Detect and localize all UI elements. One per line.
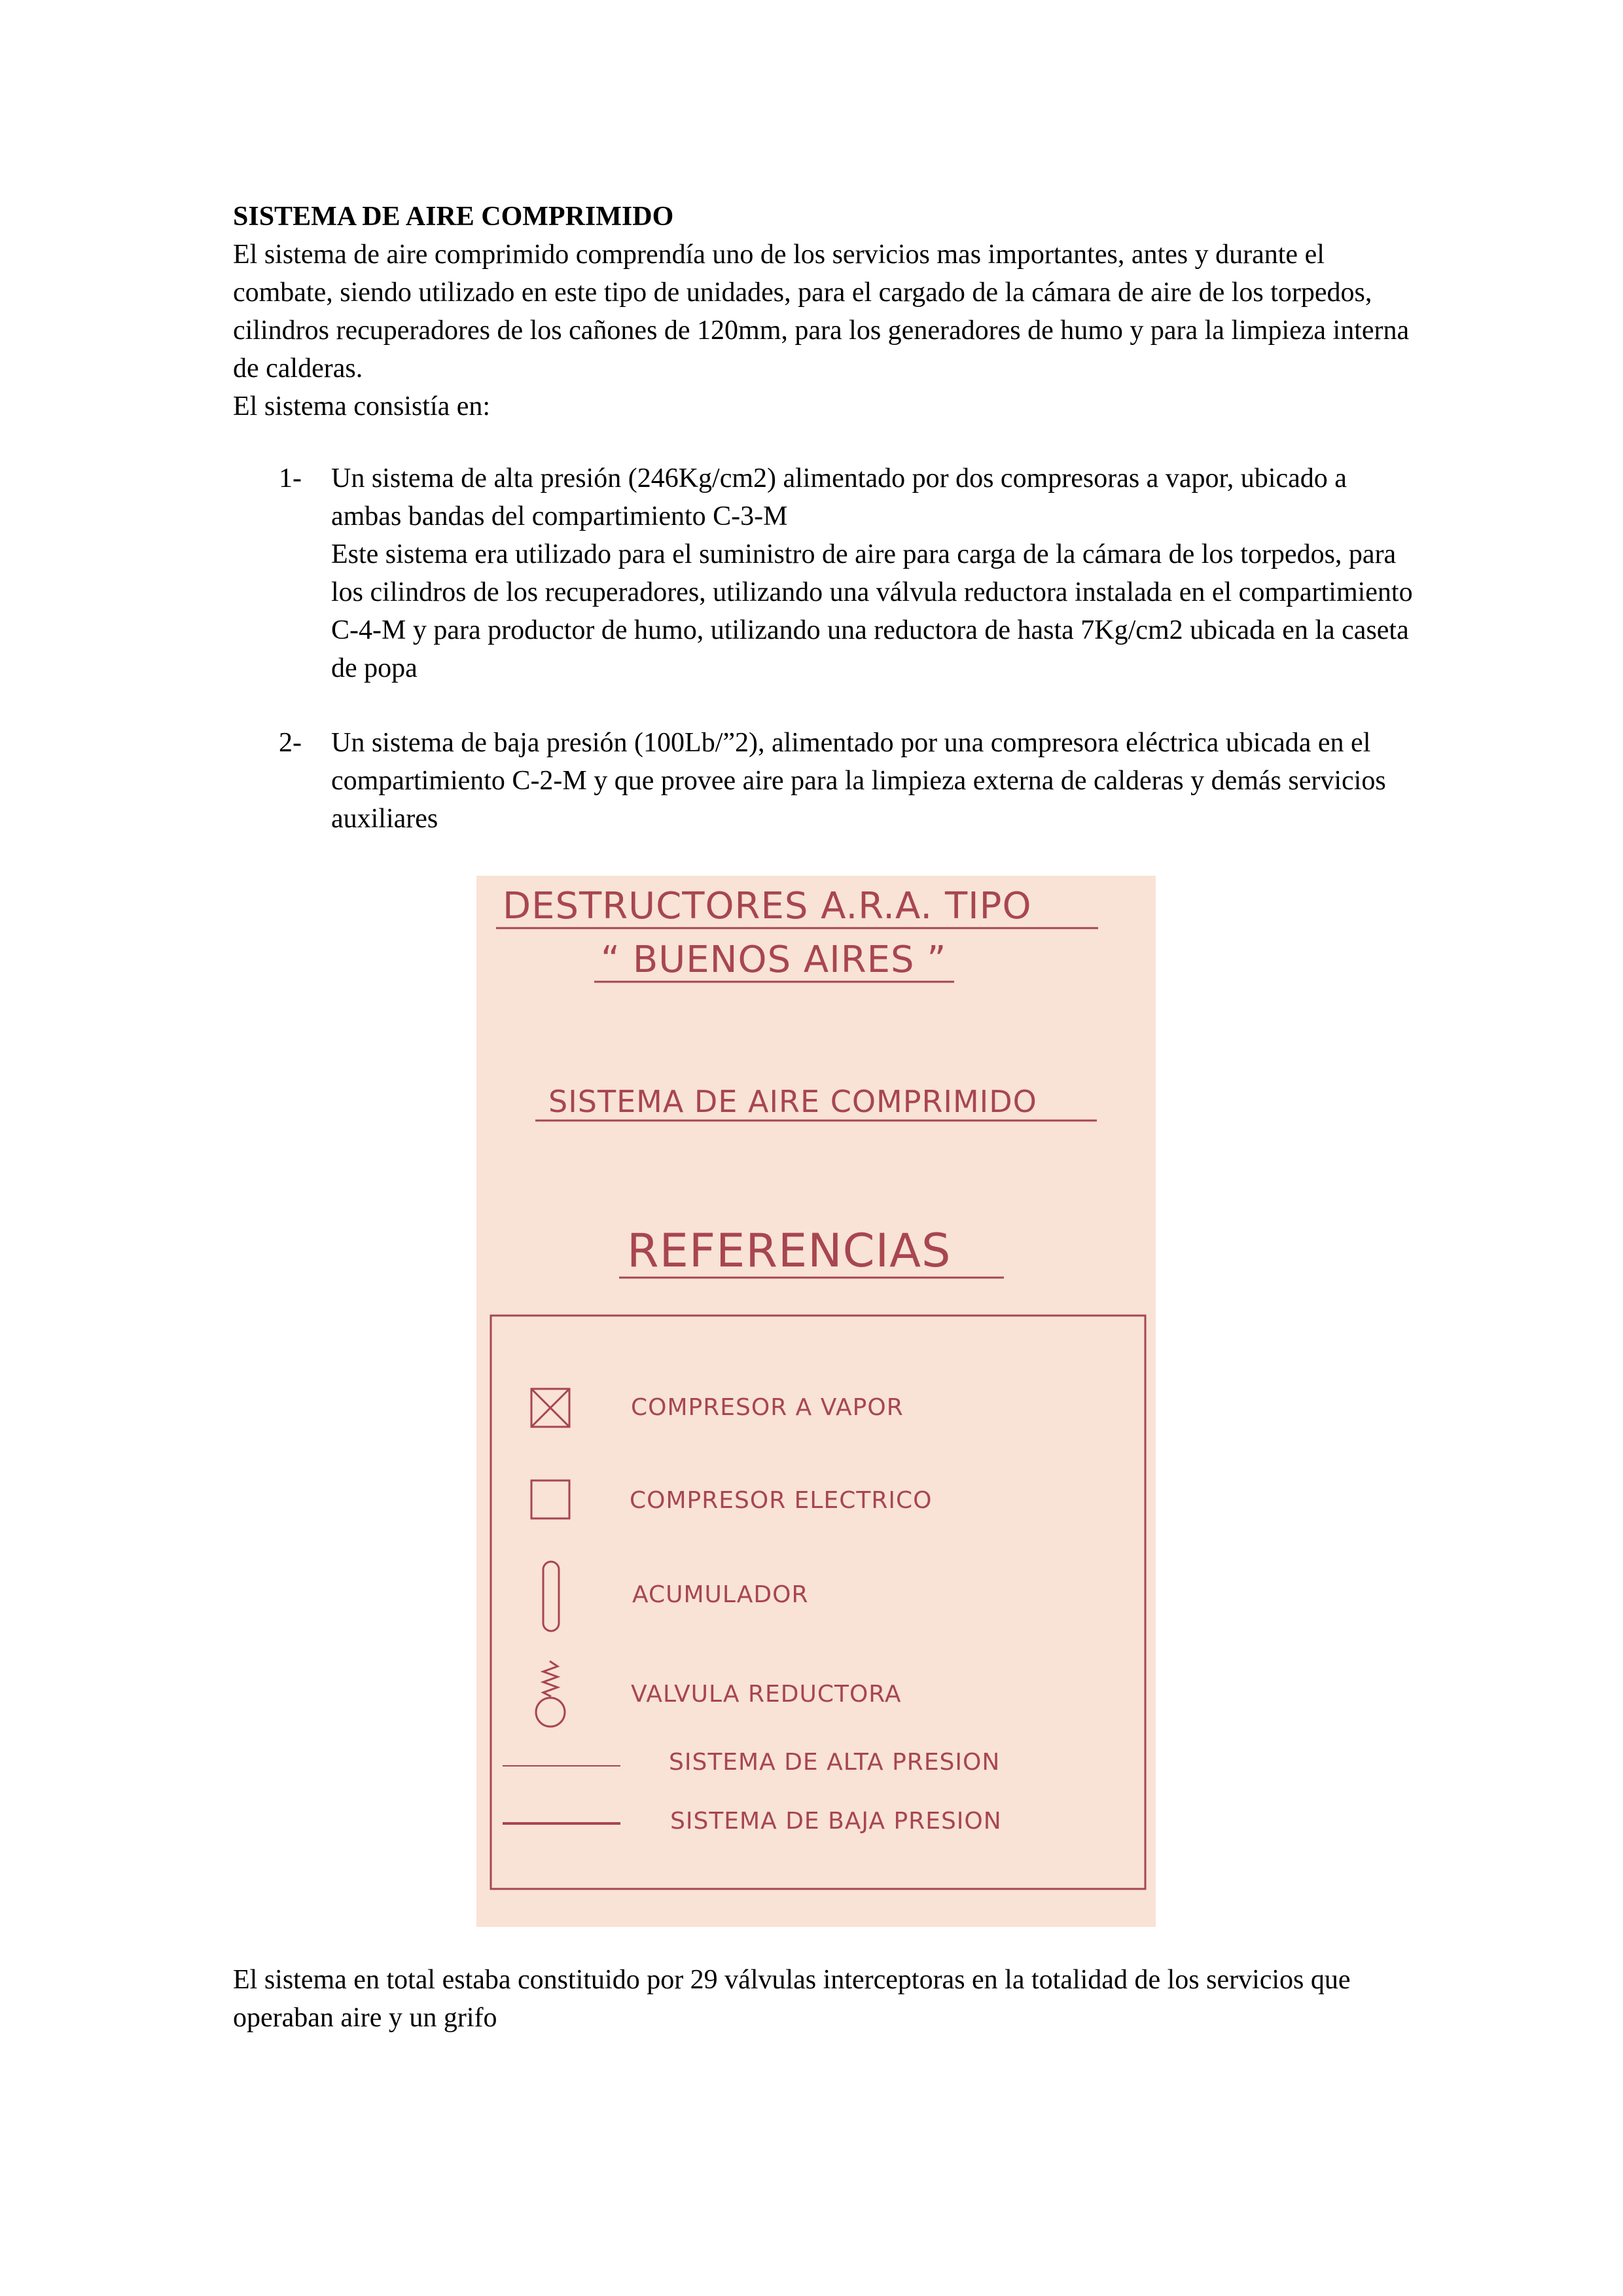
list-number: 1-	[279, 463, 302, 493]
closing-paragraph-block	[233, 1961, 1411, 2037]
legend-label-steam-compressor: COMPRESOR A VAPOR	[631, 1394, 904, 1421]
intro-block	[233, 236, 1411, 425]
spring-valve-icon	[536, 1661, 565, 1727]
intro-lead: El sistema consistía en:	[233, 391, 491, 422]
intro-paragraph: El sistema de aire comprimido comprendía uno de los servicios mas importantes, antes y durante el combate, siendo utilizado en este tipo de unidades, para el cargado de la cámara de aire de los torpedos, cilindros recuperadores de los cañones de 120mm, para los generadores de humo y para la limpieza interna de calderas.	[233, 240, 1410, 384]
drawing-title-line2: “ BUENOS AIRES ”	[601, 939, 947, 981]
legend-label-high-pressure: SISTEMA DE ALTA PRESION	[669, 1749, 1001, 1776]
list-item-text: Este sistema era utilizado para el suministro de aire para carga de la cámara de los torpedos, para los cilindros de los recuperadores, utilizando una válvula reductora instalada en el compartimiento C-4-M y para productor de humo, utilizando una reductora de hasta 7Kg/cm2 ubicada en la caseta de popa	[331, 539, 1413, 683]
legend-label-reducing-valve: VALVULA REDUCTORA	[631, 1681, 902, 1708]
list-item-text: Un sistema de alta presión (246Kg/cm2) alimentado por dos compresoras a vapor, ubicado a ambas bandas del compartimiento C-3-M	[331, 463, 1347, 531]
scanned-legend-drawing	[476, 876, 1156, 1927]
legend-label-low-pressure: SISTEMA DE BAJA PRESION	[670, 1808, 1002, 1835]
list-number: 2-	[279, 728, 302, 758]
legend-label-electric-compressor: COMPRESOR ELECTRICO	[630, 1487, 933, 1514]
square-icon	[531, 1480, 569, 1518]
section-heading: SISTEMA DE AIRE COMPRIMIDO	[233, 202, 674, 232]
references-title: REFERENCIAS	[627, 1224, 952, 1278]
drawing-title-line1: DESTRUCTORES A.R.A. TIPO	[503, 885, 1032, 927]
list-item	[279, 459, 1418, 687]
legend-label-accumulator: ACUMULADOR	[632, 1581, 809, 1608]
list-item-text: Un sistema de baja presión (100Lb/”2), alimentado por una compresora eléctrica ubicada en el compartimiento C-2-M y que provee aire para la limpieza externa de calderas y demás servicios auxiliares	[331, 728, 1386, 834]
crossed-square-icon	[531, 1389, 569, 1427]
capsule-icon	[543, 1562, 559, 1631]
closing-paragraph: El sistema en total estaba constituido por 29 válvulas interceptoras en la totalidad de los servicios que operaban aire y un grifo	[233, 1965, 1351, 2033]
drawing-subtitle: SISTEMA DE AIRE COMPRIMIDO	[548, 1084, 1037, 1119]
list-item	[279, 724, 1418, 838]
